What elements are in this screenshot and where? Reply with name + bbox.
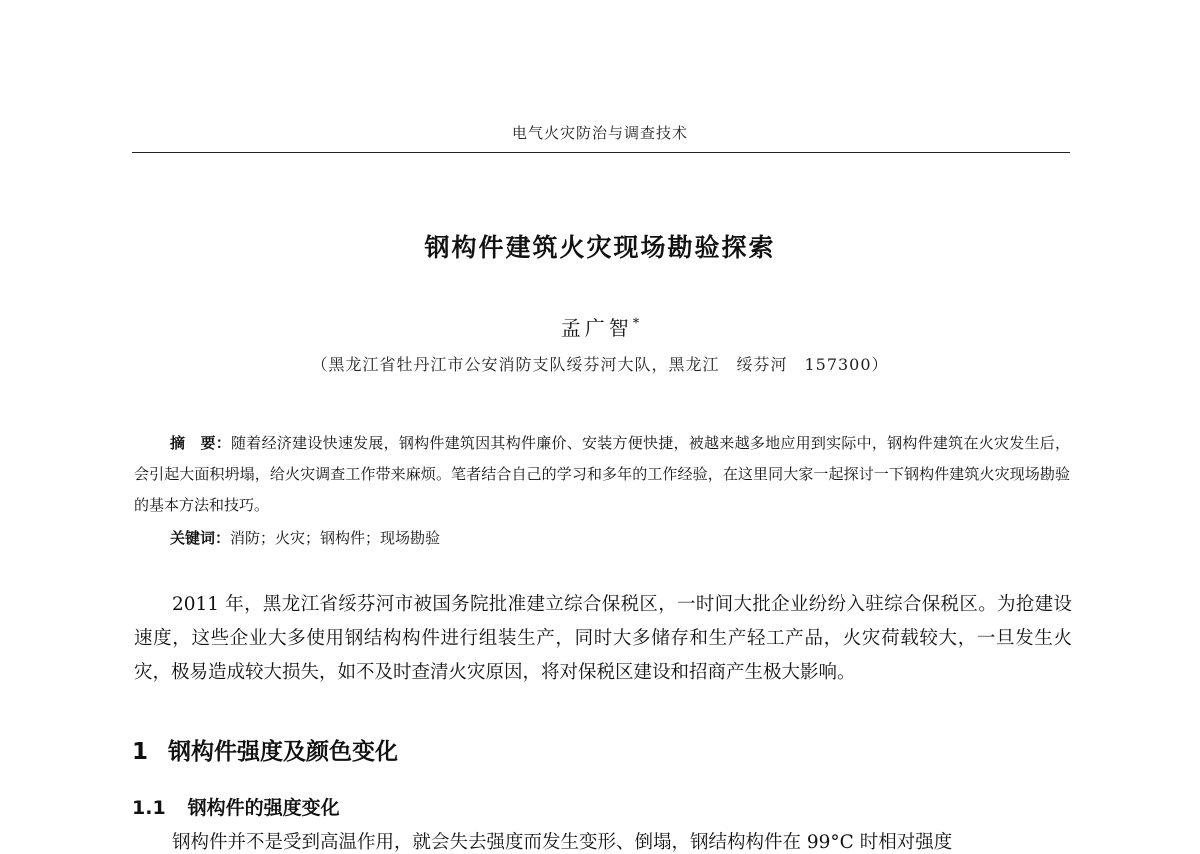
article-title: 钢构件建筑火灾现场勘验探索 bbox=[424, 233, 776, 262]
subsection-number: 1.1 bbox=[132, 797, 166, 819]
author-name: 孟广智 bbox=[560, 316, 633, 340]
running-header: 电气火灾防治与调查技术 bbox=[511, 124, 688, 142]
author-footnote-mark: * bbox=[632, 316, 640, 332]
header-rule bbox=[132, 152, 1070, 153]
subsection-heading-1-1 bbox=[132, 793, 340, 820]
author-line bbox=[0, 312, 1200, 341]
subsection-paragraph: 钢构件并不是受到高温作用，就会失去强度而发生变形、倒塌，钢结构构件在 99°C 时相对强度 bbox=[172, 832, 953, 853]
keywords bbox=[170, 527, 1070, 548]
abstract bbox=[134, 428, 1070, 521]
affiliation: （黑龙江省牡丹江市公安消防支队绥芬河大队，黑龙江 绥芬河 157300） bbox=[311, 355, 889, 374]
subsection-title: 钢构件的强度变化 bbox=[187, 797, 340, 819]
section-title: 钢构件强度及颜色变化 bbox=[168, 739, 399, 765]
intro-paragraph bbox=[134, 588, 1072, 690]
keywords-label: 关键词： bbox=[170, 529, 231, 547]
keywords-text: 消防；火灾；钢构件；现场勘验 bbox=[230, 529, 441, 547]
abstract-text: 随着经济建设快速发展，钢构件建筑因其构件廉价、安装方便快捷，被越来越多地应用到实际中，钢构件建筑在火灾发生后，会引起大面积坍塌，给火灾调查工作带来麻烦。笔者结合自己的学习和多年的工作经验，在这里同大家一起探讨一下钢构件建筑火灾现场勘验的基本方法和技巧。 bbox=[134, 434, 1070, 514]
section-number: 1 bbox=[132, 739, 149, 765]
intro-paragraph-text: 2011 年，黑龙江省绥芬河市被国务院批准建立综合保税区，一时间大批企业纷纷入驻综合保税区。为抢建设速度，这些企业大多使用钢结构构件进行组装生产，同时大多储存和生产轻工产品，火灾荷载较大，一旦发生火灾，极易造成较大损失，如不及时查清火灾原因，将对保税区建设和招商产生极大影响。 bbox=[134, 594, 1072, 683]
section-heading-1 bbox=[132, 733, 398, 766]
abstract-label: 摘 要： bbox=[170, 434, 232, 452]
